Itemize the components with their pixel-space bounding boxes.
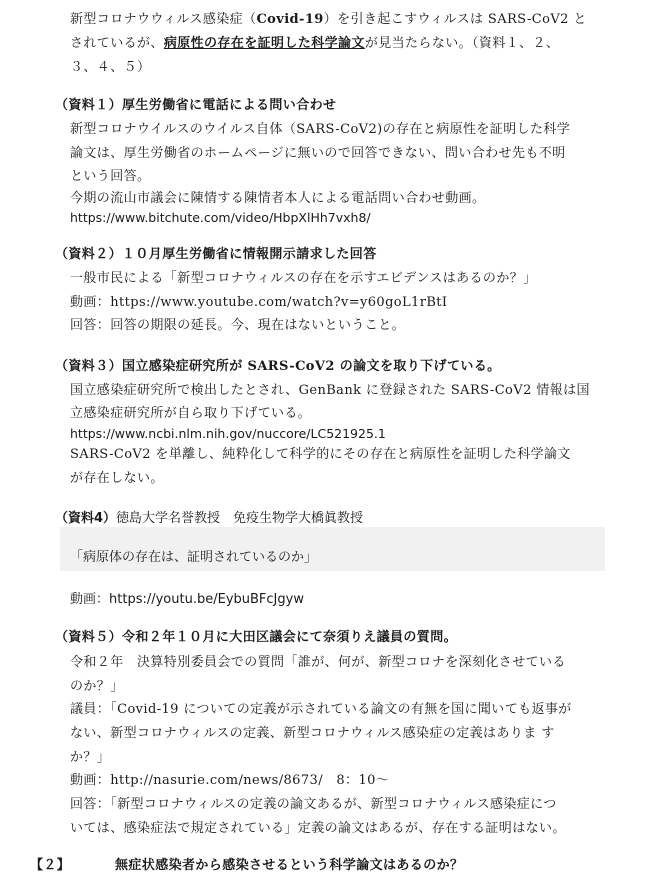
- intro-line-2: [70, 36, 559, 52]
- intro-text: 新型コロナウウィルス感染症（: [70, 12, 257, 27]
- section-2-line: 一般市民による「新型コロナウィルスの存在を示すエビデンスはあるのか？」: [70, 271, 537, 286]
- section-5-line: のか？」: [70, 679, 124, 694]
- section-5-line: いては、感染症法で規定されている」定義の論文はあるが、存在する証明はない。: [70, 821, 566, 836]
- section-5-line: 議員：「Covid-19 についての定義が示されている論文の有無を国に聞いても返事が: [70, 702, 572, 717]
- section-5-line: 令和２年 決算特別委員会での質問「誰が、何が、新型コロナを深刻化させている: [70, 655, 566, 670]
- section-1-url[interactable]: https://www.bitchute.com/video/HbpXlHh7vxh8/: [70, 210, 371, 225]
- intro-text: ）を引き起こすウィルスは SARS-CoV2 と: [323, 12, 587, 27]
- section-3-url[interactable]: https://www.ncbi.nlm.nih.gov/nuccore/LC521925.1: [70, 426, 386, 441]
- section-3-line: SARS-CoV2 を単離し、純粋化して科学的にその存在と病原性を証明した科学論文: [70, 447, 571, 462]
- section-4-quote: 「病原体の存在は、証明されているのか」: [70, 550, 318, 565]
- intro-line-1: [70, 12, 587, 28]
- section-1-line: という回答。: [70, 169, 151, 184]
- section-2-line: 回答：回答の期限の延長。今、現在はないということ。: [70, 318, 406, 333]
- section-5-line: ない、新型コロナウィルスの定義、新型コロナウィルス感染症の定義はありま す: [70, 726, 555, 741]
- section-4-video-url[interactable]: https://youtu.be/EybuBFcJgyw: [109, 592, 304, 607]
- section-1-line: 今期の流山市議会に陳情する陳情者本人による電話問い合わせ動画。: [70, 191, 486, 206]
- section-1-heading: （資料１）厚生労働省に電話による問い合わせ: [55, 98, 337, 113]
- section-5-line: か？」: [70, 750, 111, 765]
- section-4-heading: [55, 511, 363, 527]
- section-1-line: 論文は、厚生労働省のホームページに無いので回答できない、問い合わせ先も不明: [70, 146, 566, 161]
- section-4-label: （資料4）: [55, 511, 117, 526]
- section-4-video-line: [70, 592, 304, 608]
- section-3-heading: （資料３）国立感染症研究所が SARS-CoV2 の論文を取り下げている。: [55, 359, 501, 374]
- section-4-video-label: 動画：: [70, 592, 110, 607]
- section-2-video-line[interactable]: 動画：https://www.youtube.com/watch?v=y60goL1rBtI: [70, 295, 448, 310]
- section-1-line: 新型コロナウイルスのウイルス自体（SARS-CoV2)の存在と病原性を証明した科学: [70, 122, 571, 137]
- next-section-number: 【２】: [30, 858, 71, 873]
- section-5-video-line[interactable]: 動画：http://nasurie.com/news/8673/ 8：10～: [70, 773, 390, 788]
- section-3-line: が存在しない。: [70, 471, 164, 486]
- intro-emphasis: 病原性の存在を証明した科学論文: [163, 36, 365, 51]
- section-2-heading: （資料２）１０月厚生労働省に情報開示請求した回答: [55, 247, 377, 262]
- section-3-line: 国立感染症研究所で検出したとされ、GenBank に登録された SARS-CoV2 情報は国: [70, 383, 590, 398]
- section-5-line: 回答：「新型コロナウィルスの定義の論文あるが、新型コロナウィルス感染症につ: [70, 797, 557, 812]
- intro-text: されているが、: [70, 36, 164, 51]
- intro-covid-term: Covid-19: [256, 12, 324, 27]
- intro-text: が見当たらない。（資料１、２、: [364, 36, 560, 51]
- section-5-heading: （資料５）令和２年１０月に大田区議会にて奈須りえ議員の質問。: [55, 630, 458, 645]
- section-4-title: 徳島大学名誉教授 免疫生物学大橋眞教授: [116, 511, 364, 526]
- next-section-title: 無症状感染者から感染させるという科学論文はあるのか？: [115, 858, 464, 873]
- section-3-line: 立感染症研究所が自ら取り下げている。: [70, 406, 312, 421]
- intro-line-3: ３、４、５）: [70, 60, 151, 75]
